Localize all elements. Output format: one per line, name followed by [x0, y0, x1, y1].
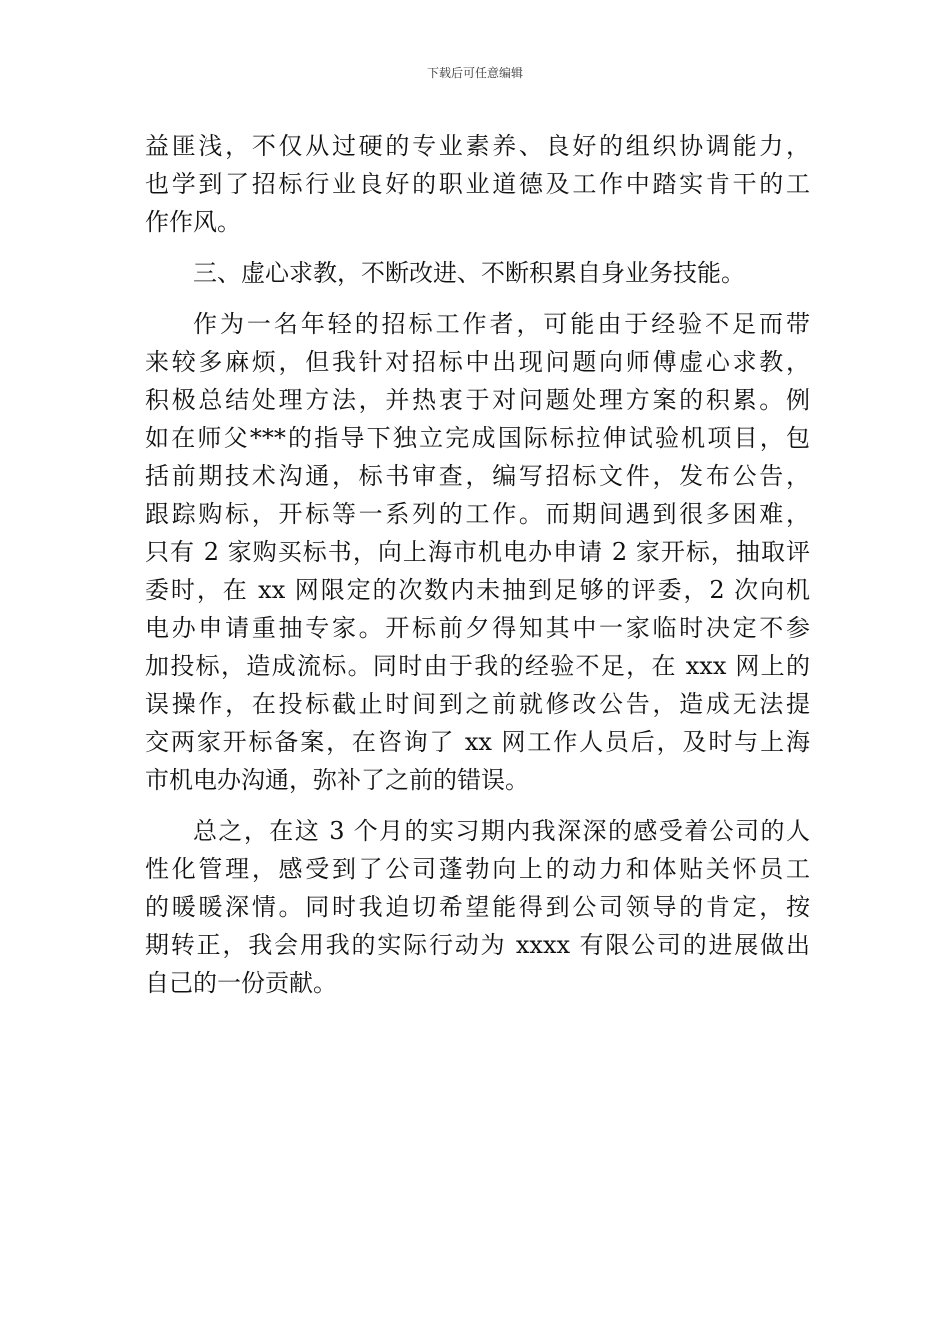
text-line: 市机电办沟通，弥补了之前的错误。	[145, 766, 529, 794]
text-line: 跟踪购标，开标等一系列的工作。而期间遇到很多困难，	[145, 500, 810, 528]
text-line: 期转正，我会用我的实际行动为 xxxx 有限公司的进展做出	[145, 931, 810, 959]
text-line: 括前期技术沟通，标书审查，编写招标文件，发布公告，	[145, 462, 810, 490]
text-line: 如在师父***的指导下独立完成国际标拉伸试验机项目，包	[145, 424, 810, 452]
page-header: 下载后可任意编辑	[426, 66, 523, 80]
text-line: 益匪浅，不仅从过硬的专业素养、良好的组织协调能力，	[145, 132, 810, 160]
text-line: 来较多麻烦，但我针对招标中出现问题向师傅虚心求教，	[145, 348, 810, 376]
text-line: 误操作，在投标截止时间到之前就修改公告，造成无法提	[145, 690, 810, 718]
text-line: 作为一名年轻的招标工作者，可能由于经验不足而带	[193, 310, 810, 338]
text-line: 作作风。	[145, 208, 241, 236]
text-line: 委时，在 xx 网限定的次数内未抽到足够的评委，2 次向机	[145, 576, 810, 604]
document-body	[145, 127, 810, 1002]
text-line: 只有 2 家购买标书，向上海市机电办申请 2 家开标，抽取评	[145, 538, 810, 566]
text-line: 加投标，造成流标。同时由于我的经验不足，在 xxx 网上的	[145, 652, 810, 680]
text-line: 自己的一份贡献。	[145, 969, 337, 997]
paragraph-experience	[145, 305, 810, 799]
section-heading	[145, 254, 810, 292]
paragraph-continuation	[145, 127, 810, 241]
text-line: 也学到了招标行业良好的职业道德及工作中踏实肯干的工	[145, 170, 810, 198]
text-line: 积极总结处理方法，并热衷于对问题处理方案的积累。例	[145, 386, 810, 414]
text-line: 总之，在这 3 个月的实习期内我深深的感受着公司的人	[193, 817, 810, 845]
text-line: 三、虚心求教，不断改进、不断积累自身业务技能。	[193, 259, 745, 287]
text-line: 性化管理，感受到了公司蓬勃向上的动力和体贴关怀员工	[145, 855, 810, 883]
text-line: 电办申请重抽专家。开标前夕得知其中一家临时决定不参	[145, 614, 810, 642]
text-line: 交两家开标备案，在咨询了 xx 网工作人员后，及时与上海	[145, 728, 810, 756]
paragraph-conclusion	[145, 812, 810, 1002]
text-line: 的暖暖深情。同时我迫切希望能得到公司领导的肯定，按	[145, 893, 810, 921]
